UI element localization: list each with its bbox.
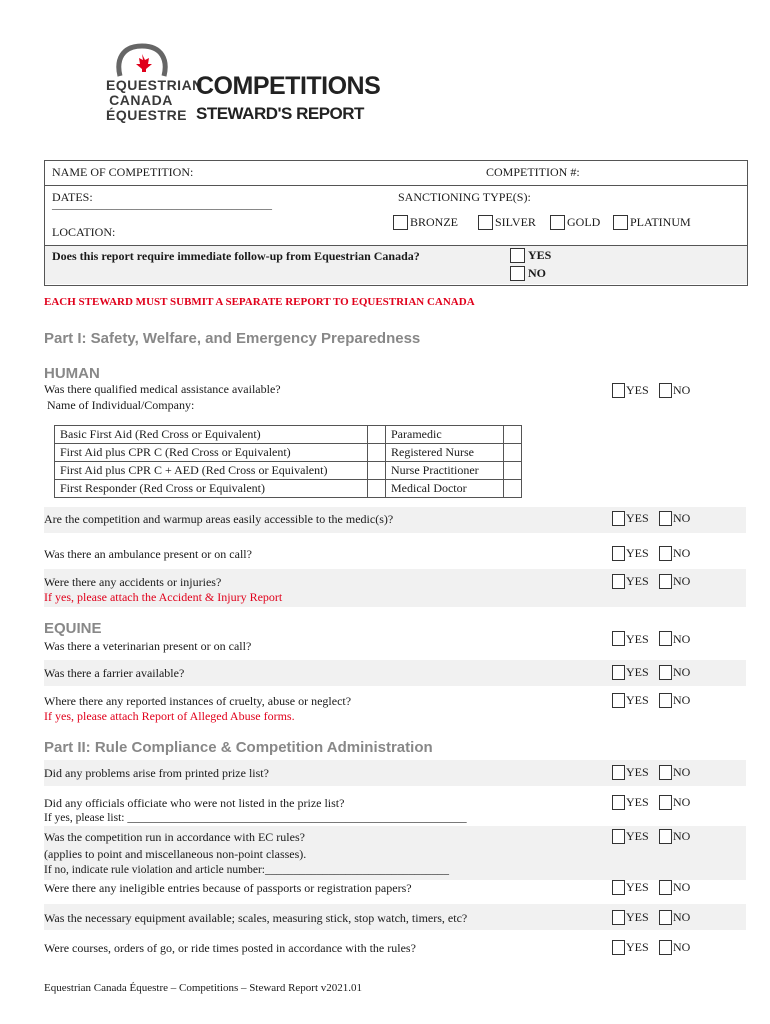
- farrier-yes-checkbox[interactable]: [612, 665, 625, 680]
- medical-right-2-checkbox[interactable]: [504, 444, 522, 462]
- farrier-yes-label: YES: [626, 665, 649, 679]
- equipment-yes-label: YES: [626, 910, 649, 924]
- q-courses: Were courses, orders of go, or ride times posted in accordance with the rules?: [44, 941, 416, 955]
- gold-label: GOLD: [567, 215, 601, 229]
- vet-yes-label: YES: [626, 632, 649, 646]
- medical-right-1: Paramedic: [386, 426, 504, 444]
- human-title: HUMAN: [44, 365, 100, 382]
- medical-right-2: Registered Nurse: [386, 444, 504, 462]
- dates-line[interactable]: ____________________________________________: [52, 200, 272, 211]
- logo-line-2: CANADA: [109, 92, 173, 108]
- q-accidents: Were there any accidents or injuries?: [44, 575, 222, 589]
- cruelty-yes-checkbox[interactable]: [612, 693, 625, 708]
- bronze-label: BRONZE: [410, 215, 458, 229]
- ambulance-no-checkbox[interactable]: [659, 546, 672, 561]
- courses-yes-label: YES: [626, 940, 649, 954]
- part2-title: Part II: Rule Compliance & Competition Administration: [44, 739, 433, 756]
- medical-left-2: First Aid plus CPR C (Red Cross or Equivalent): [55, 444, 368, 462]
- prize-yes-label: YES: [626, 765, 649, 779]
- sanction-label: SANCTIONING TYPE(S):: [398, 190, 531, 204]
- medical-left-3: First Aid plus CPR C + AED (Red Cross or Equivalent): [55, 462, 368, 480]
- horseshoe-icon: [112, 42, 172, 78]
- gold-checkbox[interactable]: [550, 215, 565, 230]
- doc-title: COMPETITIONS: [196, 72, 381, 100]
- access-yes-checkbox[interactable]: [612, 511, 625, 526]
- q-medical-sub: Name of Individual/Company:: [47, 398, 195, 412]
- medical-right-4-checkbox[interactable]: [504, 480, 522, 498]
- q-medical: Was there qualified medical assistance available?: [44, 382, 281, 396]
- access-yes-label: YES: [626, 511, 649, 525]
- farrier-no-label: NO: [673, 665, 691, 679]
- medical-yes-checkbox[interactable]: [612, 383, 625, 398]
- brand-logo: [104, 40, 203, 130]
- ineligible-no-checkbox[interactable]: [659, 880, 672, 895]
- access-no-checkbox[interactable]: [659, 511, 672, 526]
- medical-right-4: Medical Doctor: [386, 480, 504, 498]
- prize-no-checkbox[interactable]: [659, 765, 672, 780]
- q-cruelty: Where there any reported instances of cruelty, abuse or neglect?: [44, 694, 352, 708]
- ineligible-no-label: NO: [673, 880, 691, 894]
- vet-yes-checkbox[interactable]: [612, 631, 625, 646]
- equine-title: EQUINE: [44, 620, 102, 637]
- silver-checkbox[interactable]: [478, 215, 493, 230]
- q-rules-note-1: (applies to point and miscellaneous non-point classes).: [44, 847, 307, 861]
- prize-yes-checkbox[interactable]: [612, 765, 625, 780]
- platinum-checkbox[interactable]: [613, 215, 628, 230]
- submission-notice: EACH STEWARD MUST SUBMIT A SEPARATE REPORT TO EQUESTRIAN CANADA: [44, 296, 475, 308]
- medical-left-4: First Responder (Red Cross or Equivalent): [55, 480, 368, 498]
- q-prize: Did any problems arise from printed prize list?: [44, 766, 269, 780]
- medical-right-3: Nurse Practitioner: [386, 462, 504, 480]
- ambulance-yes-label: YES: [626, 546, 649, 560]
- medical-right-1-checkbox[interactable]: [504, 426, 522, 444]
- part1-title: Part I: Safety, Welfare, and Emergency Preparedness: [44, 330, 421, 347]
- medical-no-label: NO: [673, 383, 691, 397]
- page-footer: Equestrian Canada Équestre – Competitions – Steward Report v2021.01: [44, 982, 363, 994]
- courses-yes-checkbox[interactable]: [612, 940, 625, 955]
- rules-yes-label: YES: [626, 829, 649, 843]
- q-rules-note-2[interactable]: If no, indicate rule violation and article number:________________________________: [44, 864, 449, 876]
- vet-no-checkbox[interactable]: [659, 631, 672, 646]
- q-officials: Did any officials officiate who were not listed in the prize list?: [44, 796, 345, 810]
- bronze-checkbox[interactable]: [393, 215, 408, 230]
- q-vet: Was there a veterinarian present or on call?: [44, 639, 252, 653]
- ineligible-yes-label: YES: [626, 880, 649, 894]
- medical-left-1: Basic First Aid (Red Cross or Equivalent): [55, 426, 368, 444]
- medical-left-4-checkbox[interactable]: [368, 480, 386, 498]
- logo-line-1: EQUESTRIAN: [106, 77, 203, 93]
- accidents-yes-label: YES: [626, 574, 649, 588]
- medical-type-table: [54, 425, 522, 498]
- cruelty-no-checkbox[interactable]: [659, 693, 672, 708]
- followup-no-checkbox[interactable]: [510, 266, 525, 281]
- rules-yes-checkbox[interactable]: [612, 829, 625, 844]
- officials-yes-label: YES: [626, 795, 649, 809]
- medical-left-2-checkbox[interactable]: [368, 444, 386, 462]
- equipment-yes-checkbox[interactable]: [612, 910, 625, 925]
- medical-left-1-checkbox[interactable]: [368, 426, 386, 444]
- courses-no-checkbox[interactable]: [659, 940, 672, 955]
- ambulance-no-label: NO: [673, 546, 691, 560]
- location-label: LOCATION:: [52, 225, 116, 239]
- vet-no-label: NO: [673, 632, 691, 646]
- platinum-label: PLATINUM: [630, 215, 691, 229]
- accidents-yes-checkbox[interactable]: [612, 574, 625, 589]
- equipment-no-label: NO: [673, 910, 691, 924]
- medical-no-checkbox[interactable]: [659, 383, 672, 398]
- equipment-no-checkbox[interactable]: [659, 910, 672, 925]
- q-ambulance: Was there an ambulance present or on call?: [44, 547, 252, 561]
- dates-label: DATES:: [52, 190, 93, 204]
- competition-number-label: COMPETITION #:: [486, 165, 580, 179]
- ambulance-yes-checkbox[interactable]: [612, 546, 625, 561]
- cruelty-yes-label: YES: [626, 693, 649, 707]
- medical-yes-label: YES: [626, 383, 649, 397]
- followup-question: Does this report require immediate follow-up from Equestrian Canada?: [52, 249, 420, 263]
- rules-no-label: NO: [673, 829, 691, 843]
- q-ineligible: Were there any ineligible entries because of passports or registration papers?: [44, 881, 412, 895]
- competition-name-label: NAME OF COMPETITION:: [52, 165, 194, 179]
- cruelty-no-label: NO: [673, 693, 691, 707]
- access-no-label: NO: [673, 511, 691, 525]
- silver-label: SILVER: [495, 215, 536, 229]
- farrier-no-checkbox[interactable]: [659, 665, 672, 680]
- q-equipment: Was the necessary equipment available; scales, measuring stick, stop watch, timers, etc?: [44, 911, 468, 925]
- ineligible-yes-checkbox[interactable]: [612, 880, 625, 895]
- accidents-no-checkbox[interactable]: [659, 574, 672, 589]
- medical-left-3-checkbox[interactable]: [368, 462, 386, 480]
- doc-subtitle: STEWARD'S REPORT: [196, 104, 364, 123]
- accidents-no-label: NO: [673, 574, 691, 588]
- officials-no-checkbox[interactable]: [659, 795, 672, 810]
- followup-yes-checkbox[interactable]: [510, 248, 525, 263]
- followup-no-label: NO: [528, 266, 546, 280]
- prize-no-label: NO: [673, 765, 691, 779]
- q-accidents-note: If yes, please attach the Accident & Injury Report: [44, 590, 283, 604]
- medical-right-3-checkbox[interactable]: [504, 462, 522, 480]
- officials-yes-checkbox[interactable]: [612, 795, 625, 810]
- q-access: Are the competition and warmup areas easily accessible to the medic(s)?: [44, 512, 394, 526]
- officials-no-label: NO: [673, 795, 691, 809]
- maple-leaf-icon: [136, 54, 152, 72]
- logo-line-3: ÉQUESTRE: [106, 107, 188, 123]
- q-farrier: Was there a farrier available?: [44, 666, 185, 680]
- courses-no-label: NO: [673, 940, 691, 954]
- q-cruelty-note: If yes, please attach Report of Alleged Abuse forms.: [44, 709, 295, 723]
- q-officials-note[interactable]: If yes, please list: ___________________________________________________________: [44, 812, 467, 824]
- rules-no-checkbox[interactable]: [659, 829, 672, 844]
- followup-yes-label: YES: [528, 248, 552, 262]
- q-rules: Was the competition run in accordance with EC rules?: [44, 830, 305, 844]
